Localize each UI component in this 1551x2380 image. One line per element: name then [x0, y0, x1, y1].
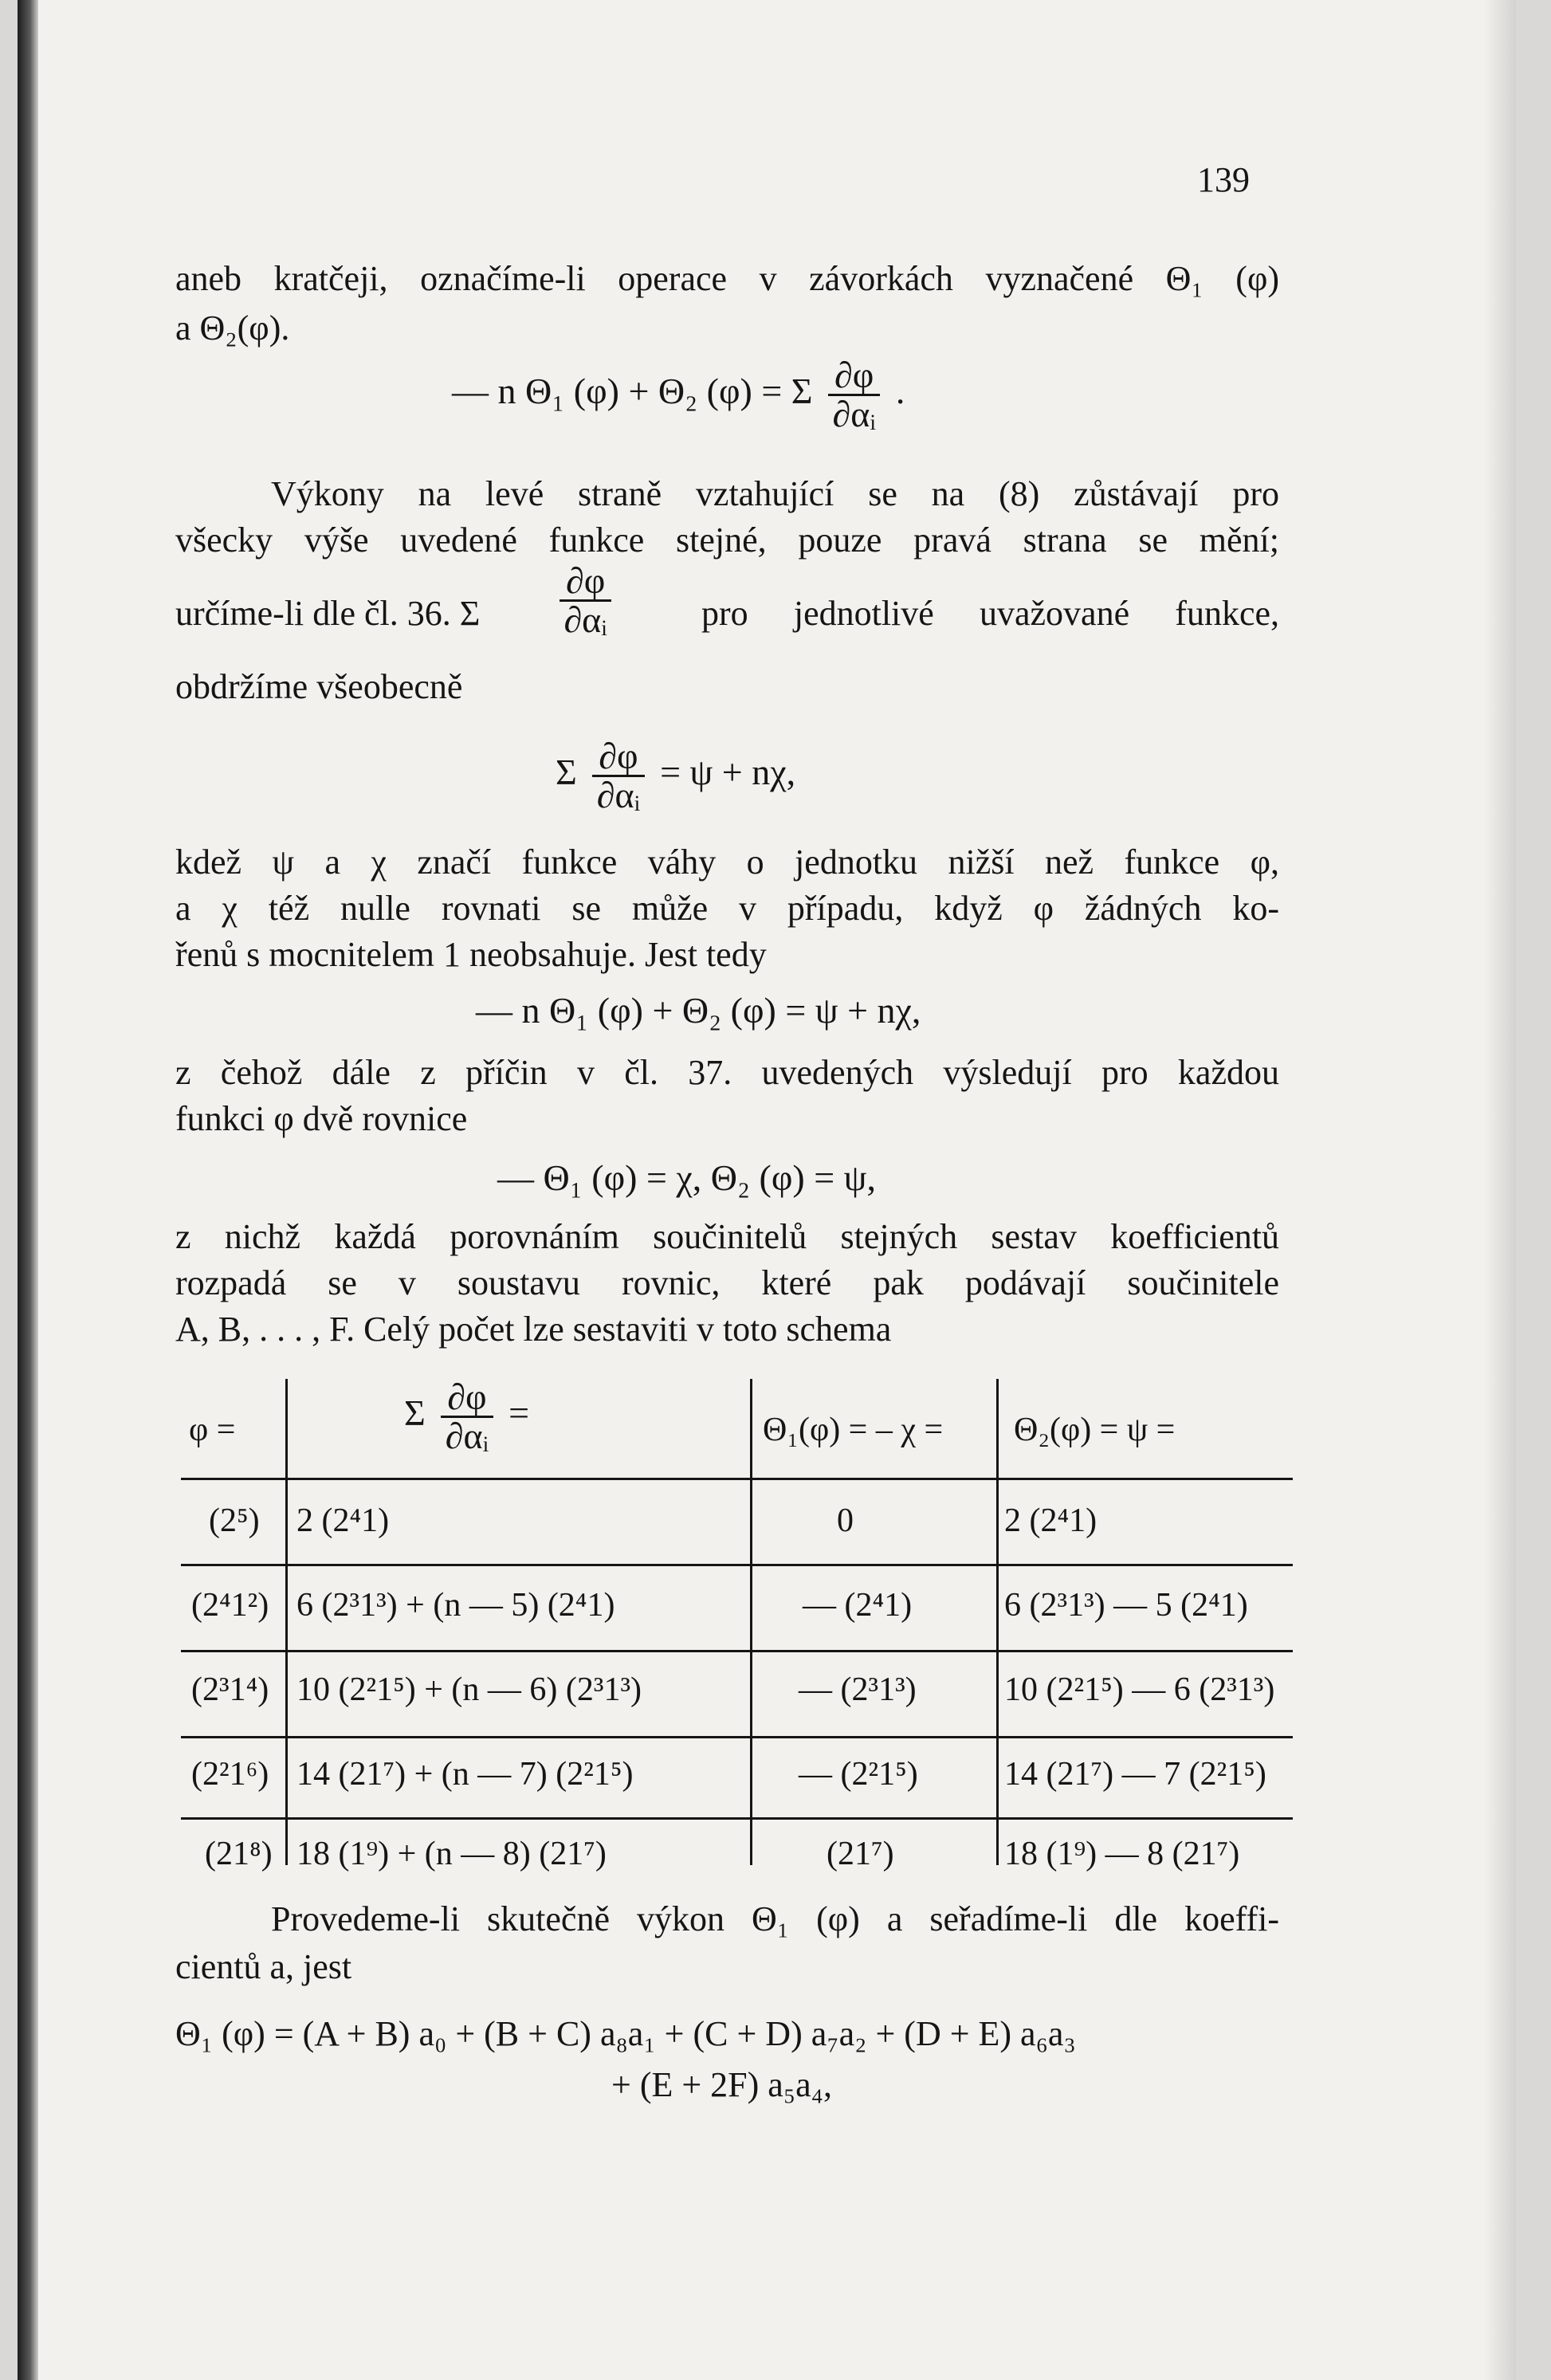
text-line: A, B, . . . , F. Celý počet lze sestaviti v toto schema	[175, 1310, 892, 1349]
cell-theta1: — (2³1³)	[799, 1671, 917, 1708]
cell-theta1: 0	[837, 1502, 854, 1539]
page-spine-shadow	[18, 0, 38, 2380]
text-line: určíme-li dle čl. 36. Σ	[175, 594, 481, 633]
table-horizontal-rule	[181, 1650, 1293, 1652]
text-line: rozpadá se v soustavu rovnic, které pak podávají součinitele	[175, 1263, 1279, 1302]
cell-phi: (2³1⁴)	[191, 1671, 269, 1708]
header-sum	[404, 1379, 529, 1455]
page-number: 139	[1197, 160, 1250, 199]
text-line: Výkony na levé straně vztahující se na (8) zůstávají pro	[271, 474, 1279, 513]
cell-sum: 14 (21⁷) + (n — 7) (2²1⁵)	[296, 1756, 634, 1793]
table-horizontal-rule	[181, 1736, 1293, 1738]
header-equals: =	[508, 1392, 530, 1434]
text-line: všecky výše uvedené funkce stejné, pouze pravá strana se mění;	[175, 520, 1279, 560]
equation-5-line-1: Θ₁ (φ) = (A + B) a₀ + (B + C) a₈a₁ + (C + D) a₇a₂ + (D + E) a₆a₃	[175, 2014, 1076, 2053]
text-line: a Θ₂(φ).	[175, 308, 290, 348]
header-theta1: Θ₁(φ) = – χ =	[763, 1412, 944, 1448]
cell-sum: 18 (1⁹) + (n — 8) (21⁷)	[296, 1836, 607, 1872]
cell-theta1: (21⁷)	[827, 1836, 894, 1872]
cell-theta2: 10 (2²1⁵) — 6 (2³1³)	[1004, 1671, 1275, 1708]
table-horizontal-rule	[181, 1817, 1293, 1820]
text-line: Provedeme-li skutečně výkon Θ₁ (φ) a seřadíme-li dle koeffi-	[271, 1899, 1279, 1938]
fraction-denominator: ∂αᵢ	[445, 1416, 489, 1456]
cell-theta2: 18 (1⁹) — 8 (21⁷)	[1004, 1836, 1240, 1872]
text-line: a χ též nulle rovnati se může v případu, když φ žádných ko-	[175, 889, 1279, 928]
fraction-numerator: ∂φ	[441, 1379, 493, 1418]
cell-sum: 6 (2³1³) + (n — 5) (2⁴1)	[296, 1587, 615, 1624]
cell-sum: 2 (2⁴1)	[296, 1502, 390, 1539]
fraction-denominator: ∂αᵢ	[832, 394, 876, 434]
text-line: kdež ψ a χ značí funkce váhy o jednotku nižší než funkce φ,	[175, 842, 1279, 882]
equation-3: — n Θ₁ (φ) + Θ₂ (φ) = ψ + nχ,	[476, 990, 921, 1031]
table-vertical-rule	[996, 1379, 999, 1865]
text-line: aneb kratčeji, označíme-li operace v závorkách vyznačené Θ₁ (φ)	[175, 259, 1279, 298]
fraction-numerator: ∂φ	[592, 738, 644, 777]
cell-theta2: 14 (21⁷) — 7 (2²1⁵)	[1004, 1756, 1266, 1793]
equation-1	[452, 357, 905, 433]
text-line: obdržíme všeobecně	[175, 667, 463, 706]
table-vertical-rule	[285, 1379, 288, 1865]
book-page	[18, 0, 1516, 2380]
page-edge-shadow	[1484, 0, 1516, 2380]
sigma-symbol: Σ	[404, 1392, 426, 1434]
cell-phi: (2²1⁶)	[191, 1756, 269, 1793]
sigma-symbol: Σ	[556, 752, 577, 793]
equation-end: .	[895, 371, 905, 412]
text-line: cientů a, jest	[175, 1947, 352, 1986]
cell-theta2: 6 (2³1³) — 5 (2⁴1)	[1004, 1587, 1248, 1624]
fraction	[592, 738, 644, 814]
equation-rhs: = ψ + nχ,	[660, 752, 796, 793]
text-line: řenů s mocnitelem 1 neobsahuje. Jest tedy	[175, 935, 767, 974]
header-phi: φ =	[189, 1412, 236, 1448]
text-line: z nichž každá porovnáním součinitelů stejných sestav koefficientů	[175, 1217, 1279, 1256]
equation-2	[556, 738, 795, 814]
cell-theta1: — (2²1⁵)	[799, 1756, 918, 1793]
table-horizontal-rule	[181, 1478, 1293, 1480]
cell-theta2: 2 (2⁴1)	[1004, 1502, 1097, 1539]
table-horizontal-rule	[181, 1564, 1293, 1566]
fraction	[441, 1379, 493, 1455]
equation-lhs: — n Θ₁ (φ) + Θ₂ (φ) = Σ	[452, 371, 813, 412]
cell-sum: 10 (2²1⁵) + (n — 6) (2³1³)	[296, 1671, 642, 1708]
fraction-numerator: ∂φ	[560, 563, 611, 602]
fraction	[828, 357, 880, 433]
fraction	[560, 560, 611, 640]
fraction-denominator: ∂αᵢ	[596, 775, 641, 815]
header-theta2: Θ₂(φ) = ψ =	[1014, 1412, 1176, 1448]
fraction-numerator: ∂φ	[828, 357, 880, 396]
cell-phi: (2⁵)	[209, 1502, 260, 1539]
text-line: pro jednotlivé uvažované funkce,	[701, 594, 1279, 633]
cell-theta1: — (2⁴1)	[803, 1587, 913, 1624]
fraction-denominator: ∂αᵢ	[563, 599, 607, 640]
table-vertical-rule	[750, 1379, 752, 1865]
text-line: z čehož dále z příčin v čl. 37. uvedených výsledují pro každou	[175, 1053, 1279, 1092]
cell-phi: (2⁴1²)	[191, 1587, 269, 1624]
cell-phi: (21⁸)	[205, 1836, 273, 1872]
equation-5-line-2: + (E + 2F) a₅a₄,	[611, 2065, 833, 2104]
equation-4: — Θ₁ (φ) = χ, Θ₂ (φ) = ψ,	[497, 1157, 876, 1198]
text-line: funkci φ dvě rovnice	[175, 1099, 468, 1138]
